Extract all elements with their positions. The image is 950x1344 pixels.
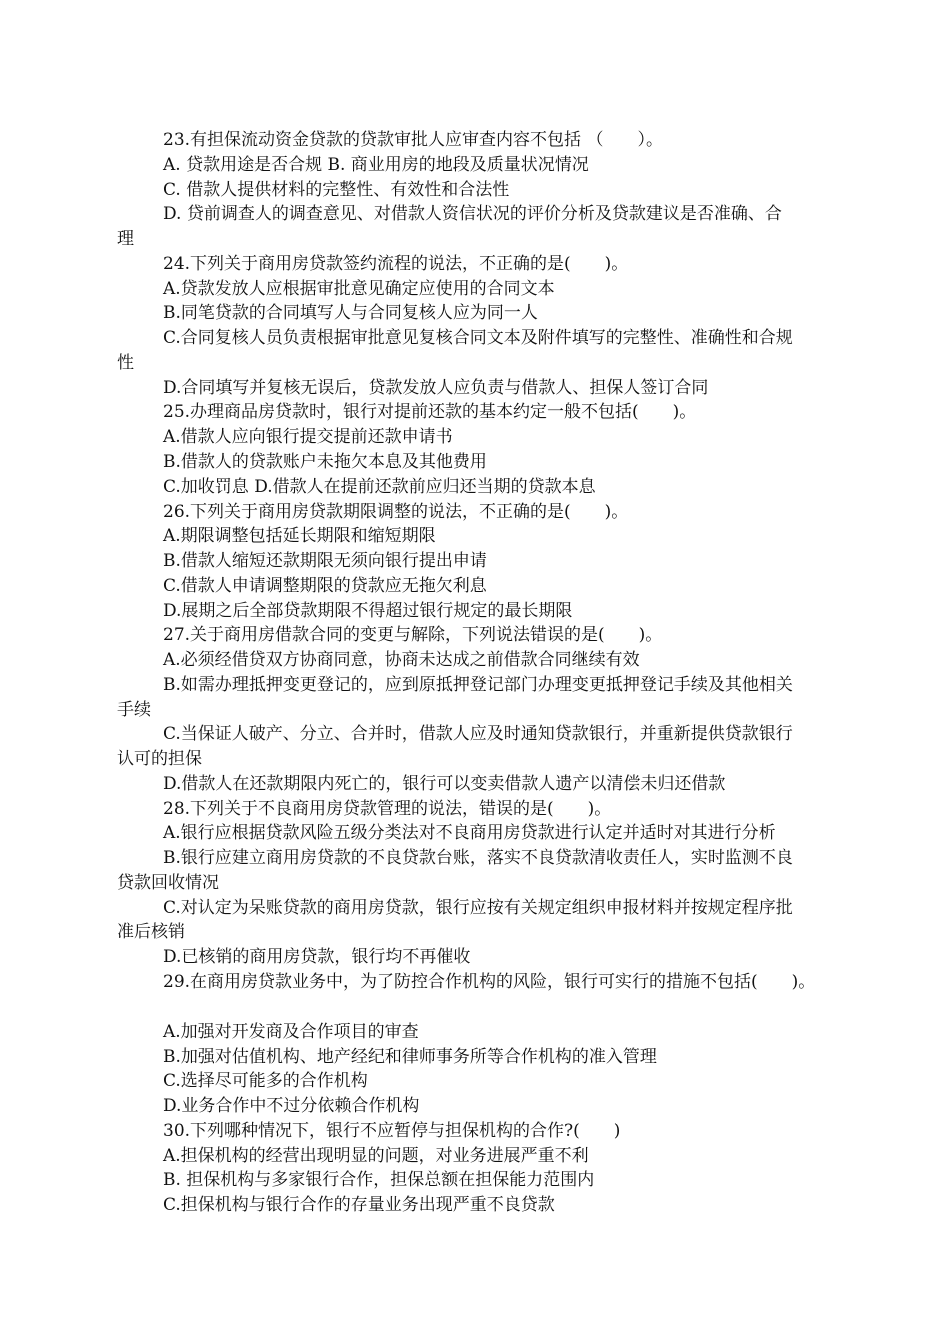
question-23-option-c: C. 借款人提供材料的完整性、有效性和合法性 xyxy=(163,180,510,200)
question-27-option-c: C.当保证人破产、分立、合并时，借款人应及时通知贷款银行，并重新提供贷款银行 xyxy=(163,724,793,744)
question-26-option-d: D.展期之后全部贷款期限不得超过银行规定的最长期限 xyxy=(163,601,573,621)
question-26-option-b: B.借款人缩短还款期限无须向银行提出申请 xyxy=(163,551,487,571)
question-24-option-c-continued: 性 xyxy=(117,353,134,373)
question-29-option-a: A.加强对开发商及合作项目的审查 xyxy=(163,1022,419,1042)
question-28-option-a: A.银行应根据贷款风险五级分类法对不良商用房贷款进行认定并适时对其进行分析 xyxy=(163,823,776,843)
question-24-stem: 24.下列关于商用房贷款签约流程的说法，不正确的是( )。 xyxy=(163,254,629,274)
question-30-option-b: B. 担保机构与多家银行合作，担保总额在担保能力范围内 xyxy=(163,1170,595,1190)
question-30-option-a: A.担保机构的经营出现明显的问题，对业务进展严重不利 xyxy=(163,1146,589,1166)
question-29-option-c: C.选择尽可能多的合作机构 xyxy=(163,1071,368,1091)
question-25-stem: 25.办理商品房贷款时，银行对提前还款的基本约定一般不包括( )。 xyxy=(163,402,697,422)
question-27-option-d: D.借款人在还款期限内死亡的，银行可以变卖借款人遗产以清偿未归还借款 xyxy=(163,774,726,794)
question-28-option-c-continued: 准后核销 xyxy=(117,922,185,942)
question-30-stem: 30.下列哪种情况下，银行不应暂停与担保机构的合作?( ) xyxy=(163,1121,621,1141)
question-28-option-b-continued: 贷款回收情况 xyxy=(117,873,219,893)
question-25-option-cd: C.加收罚息 D.借款人在提前还款前应归还当期的贷款本息 xyxy=(163,477,596,497)
question-24-option-d: D.合同填写并复核无误后，贷款发放人应负责与借款人、担保人签订合同 xyxy=(163,378,709,398)
question-23-option-d-continued: 理 xyxy=(117,229,134,249)
question-25-option-b: B.借款人的贷款账户未拖欠本息及其他费用 xyxy=(163,452,487,472)
question-24-option-a: A.贷款发放人应根据审批意见确定应使用的合同文本 xyxy=(163,279,555,299)
question-24-option-b: B.同笔贷款的合同填写人与合同复核人应为同一人 xyxy=(163,303,538,323)
question-23-stem: 23.有担保流动资金贷款的贷款审批人应审查内容不包括 （ ）。 xyxy=(163,130,663,150)
question-28-option-d: D.已核销的商用房贷款，银行均不再催收 xyxy=(163,947,471,967)
question-28-option-c: C.对认定为呆账贷款的商用房贷款，银行应按有关规定组织申报材料并按规定程序批 xyxy=(163,898,793,918)
question-25-option-a: A.借款人应向银行提交提前还款申请书 xyxy=(163,427,453,447)
question-23-option-ab: A. 贷款用途是否合规 B. 商业用房的地段及质量状况情况 xyxy=(163,155,589,175)
question-24-option-c: C.合同复核人员负责根据审批意见复核合同文本及附件填写的完整性、准确性和合规 xyxy=(163,328,793,348)
question-26-option-c: C.借款人申请调整期限的贷款应无拖欠利息 xyxy=(163,576,487,596)
question-27-stem: 27.关于商用房借款合同的变更与解除，下列说法错误的是( )。 xyxy=(163,625,663,645)
question-29-option-d: D.业务合作中不过分依赖合作机构 xyxy=(163,1096,420,1116)
question-30-option-c: C.担保机构与银行合作的存量业务出现严重不良贷款 xyxy=(163,1195,555,1215)
question-26-option-a: A.期限调整包括延长期限和缩短期限 xyxy=(163,526,436,546)
question-29-stem: 29.在商用房贷款业务中，为了防控合作机构的风险，银行可实行的措施不包括( )。 xyxy=(163,972,816,992)
question-26-stem: 26.下列关于商用房贷款期限调整的说法，不正确的是( )。 xyxy=(163,502,629,522)
question-27-option-b: B.如需办理抵押变更登记的，应到原抵押登记部门办理变更抵押登记手续及其他相关 xyxy=(163,675,793,695)
question-27-option-a: A.必须经借贷双方协商同意，协商未达成之前借款合同继续有效 xyxy=(163,650,640,670)
question-29-option-b: B.加强对估值机构、地产经纪和律师事务所等合作机构的准入管理 xyxy=(163,1047,657,1067)
question-23-option-d: D. 贷前调查人的调查意见、对借款人资信状况的评价分析及贷款建议是否准确、合 xyxy=(163,204,782,224)
question-27-option-b-continued: 手续 xyxy=(117,700,151,720)
question-28-option-b: B.银行应建立商用房贷款的不良贷款台账，落实不良贷款清收责任人，实时监测不良 xyxy=(163,848,793,868)
question-27-option-c-continued: 认可的担保 xyxy=(117,749,202,769)
question-28-stem: 28.下列关于不良商用房贷款管理的说法，错误的是( )。 xyxy=(163,799,612,819)
